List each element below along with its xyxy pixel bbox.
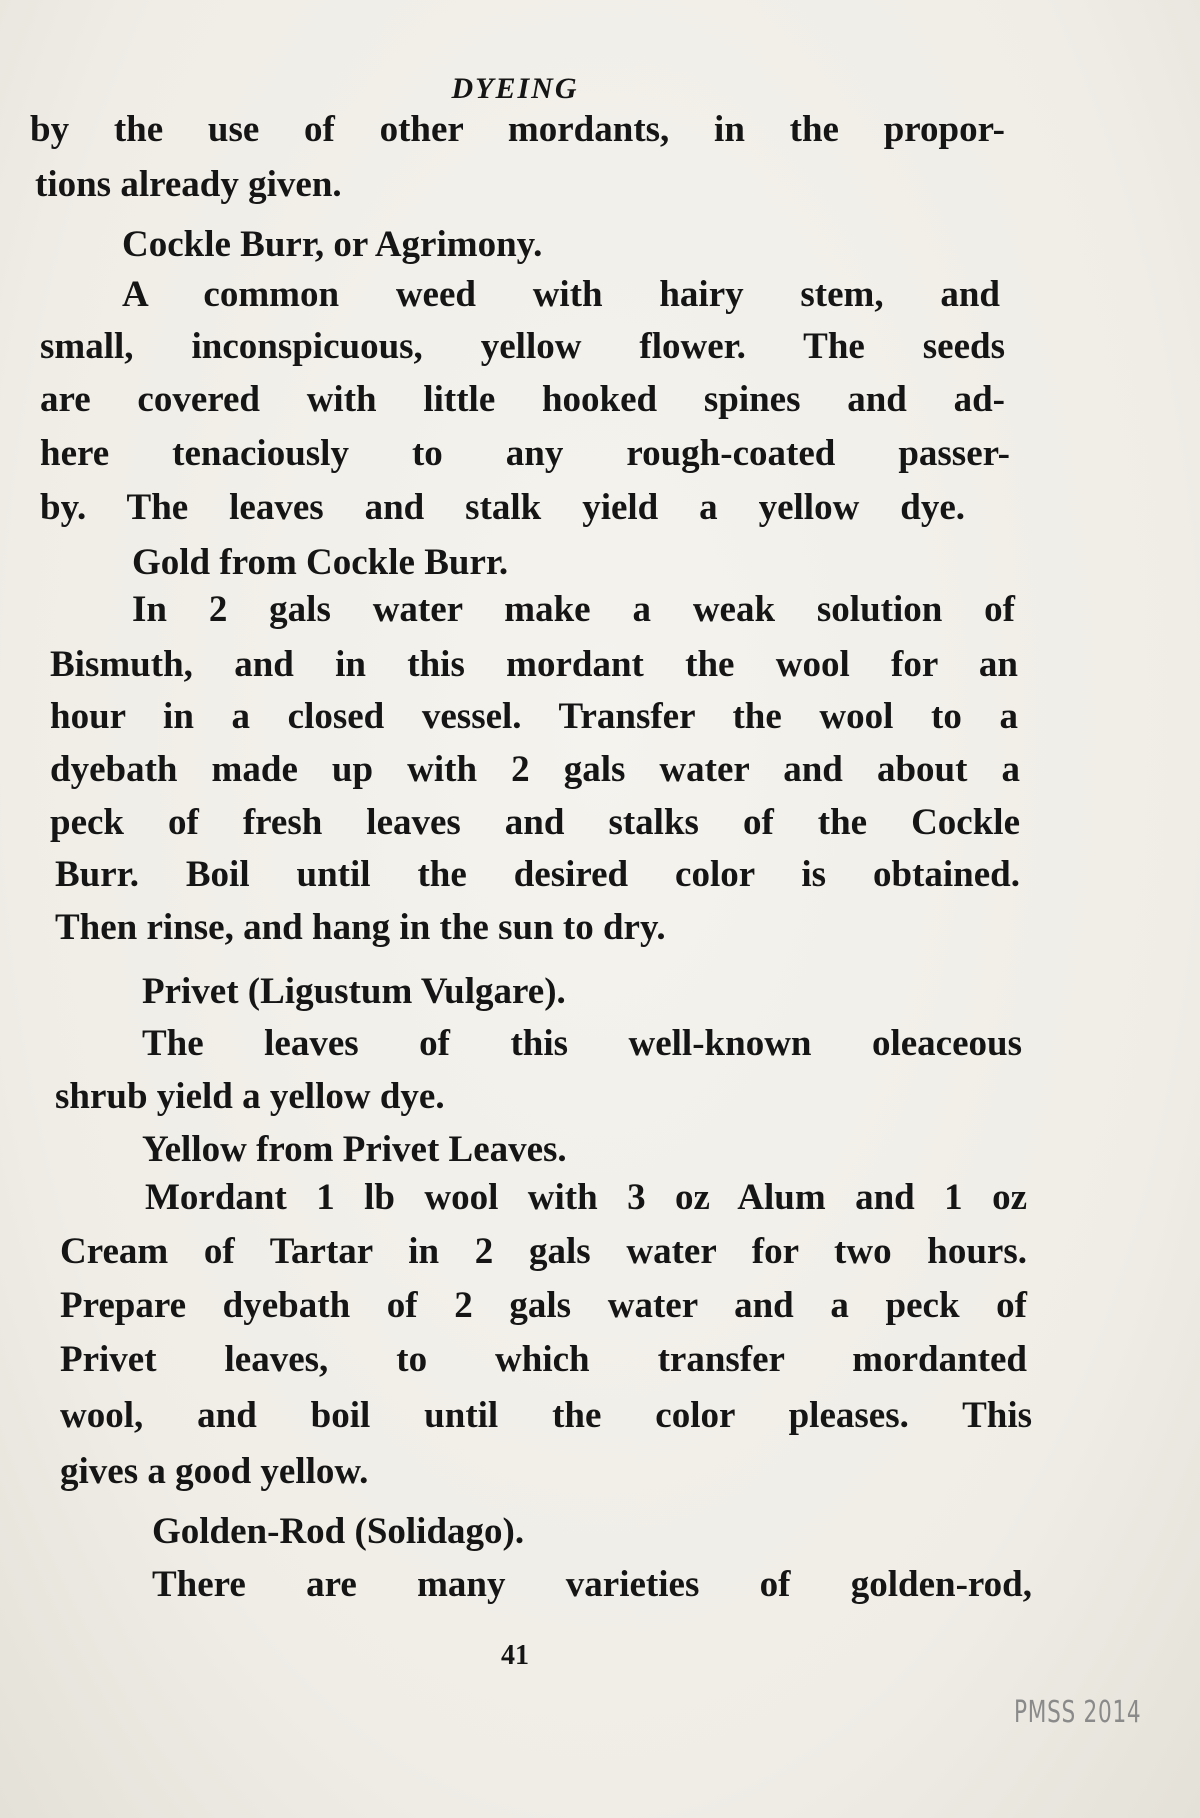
text-line: Burr. Boil until the desired color is obtained. [55,854,1020,895]
text-line: wool, and boil until the color pleases. This [60,1395,1032,1436]
text-line: Cream of Tartar in 2 gals water for two hours. [60,1231,1027,1272]
text-line: tions already given. [35,164,342,205]
text-line: Bismuth, and in this mordant the wool for an [50,644,1018,685]
text-line: hour in a closed vessel. Transfer the wool to a [50,696,1018,737]
text-line: Privet (Ligustum Vulgare). [142,971,566,1012]
text-line: Prepare dyebath of 2 gals water and a peck of [60,1285,1027,1326]
text-line: Cockle Burr, or Agrimony. [122,224,543,265]
text-line: gives a good yellow. [60,1451,369,1492]
text-line: A common weed with hairy stem, and [122,274,1000,315]
text-line: Yellow from Privet Leaves. [142,1129,567,1170]
text-line: by. The leaves and stalk yield a yellow dye. [40,487,965,528]
page-number: 41 [501,1640,529,1671]
text-line: small, inconspicuous, yellow flower. The seeds [40,326,1005,367]
text-line: Mordant 1 lb wool with 3 oz Alum and 1 oz [145,1177,1027,1218]
text-line: Privet leaves, to which transfer mordanted [60,1339,1027,1380]
text-line: shrub yield a yellow dye. [55,1076,445,1117]
scan-watermark: PMSS 2014 [1014,1695,1142,1730]
text-line: Gold from Cockle Burr. [132,542,509,583]
text-line: peck of fresh leaves and stalks of the Cockle [50,802,1020,843]
text-line: Golden-Rod (Solidago). [152,1511,525,1552]
text-line: are covered with little hooked spines and ad- [40,379,1005,420]
text-line: Then rinse, and hang in the sun to dry. [55,907,666,948]
text-line: by the use of other mordants, in the propor- [30,109,1005,150]
text-line: In 2 gals water make a weak solution of [132,589,1015,630]
text-line: here tenaciously to any rough-coated passer- [40,433,1010,474]
text-line: The leaves of this well-known oleaceous [142,1023,1022,1064]
running-header: DYEING [451,72,579,105]
text-line: dyebath made up with 2 gals water and about a [50,749,1020,790]
text-line: There are many varieties of golden-rod, [152,1564,1032,1605]
